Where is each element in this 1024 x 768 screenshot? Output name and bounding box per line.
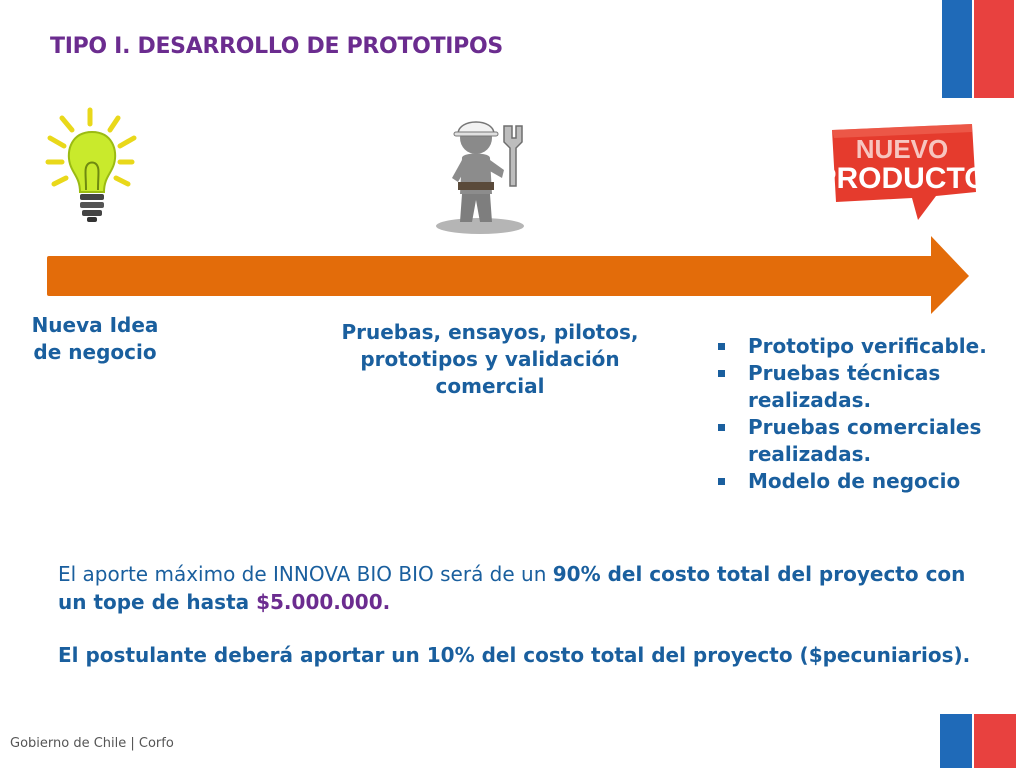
- list-item: [718, 360, 1008, 414]
- bullet-icon: [718, 478, 725, 485]
- step-testing: [330, 319, 650, 400]
- step2-line2: prototipos y validación: [360, 347, 620, 371]
- funding-amount: $5.000.000.: [256, 590, 391, 614]
- results-list: [718, 333, 1008, 495]
- chile-flag-logo-top: [942, 0, 1016, 98]
- result-text: Pruebas comerciales realizadas.: [748, 415, 982, 466]
- contribution-paragraph: El postulante deberá aportar un 10% del costo total del proyecto ($pecuniarios).: [58, 643, 971, 667]
- result-text: Pruebas técnicas realizadas.: [748, 361, 941, 412]
- result-text: Modelo de negocio: [748, 469, 961, 493]
- timeline-arrow: [47, 236, 971, 318]
- badge-line1: NUEVO: [855, 134, 949, 164]
- list-item: [718, 468, 1008, 495]
- list-item: [718, 414, 1008, 468]
- list-item: [718, 333, 1008, 360]
- lightbulb-icon: [42, 104, 146, 232]
- step1-line2: de negocio: [33, 340, 157, 364]
- badge-line2: PRODUCTO: [816, 162, 988, 195]
- bullet-icon: [718, 424, 725, 431]
- step2-line3: comercial: [435, 374, 545, 398]
- step-new-idea: [24, 312, 166, 366]
- bullet-icon: [718, 343, 725, 350]
- funding-bold: 90% del costo total del proyecto con un tope de hasta: [58, 562, 966, 614]
- footer-text: Gobierno de Chile | Corfo: [10, 736, 174, 751]
- step1-line1: Nueva Idea: [31, 313, 159, 337]
- chile-flag-logo-bottom: [940, 714, 1016, 768]
- page-title: TIPO I. DESARROLLO DE PROTOTIPOS: [50, 34, 503, 59]
- funding-paragraph: [58, 560, 998, 616]
- result-text: Prototipo verificable.: [748, 334, 987, 358]
- funding-lead: El aporte máximo de INNOVA BIO BIO será de un: [58, 562, 553, 586]
- worker-with-wrench-icon: [432, 108, 532, 240]
- bullet-icon: [718, 370, 725, 377]
- step2-line1: Pruebas, ensayos, pilotos,: [341, 320, 639, 344]
- nuevo-producto-badge-icon: [816, 120, 988, 228]
